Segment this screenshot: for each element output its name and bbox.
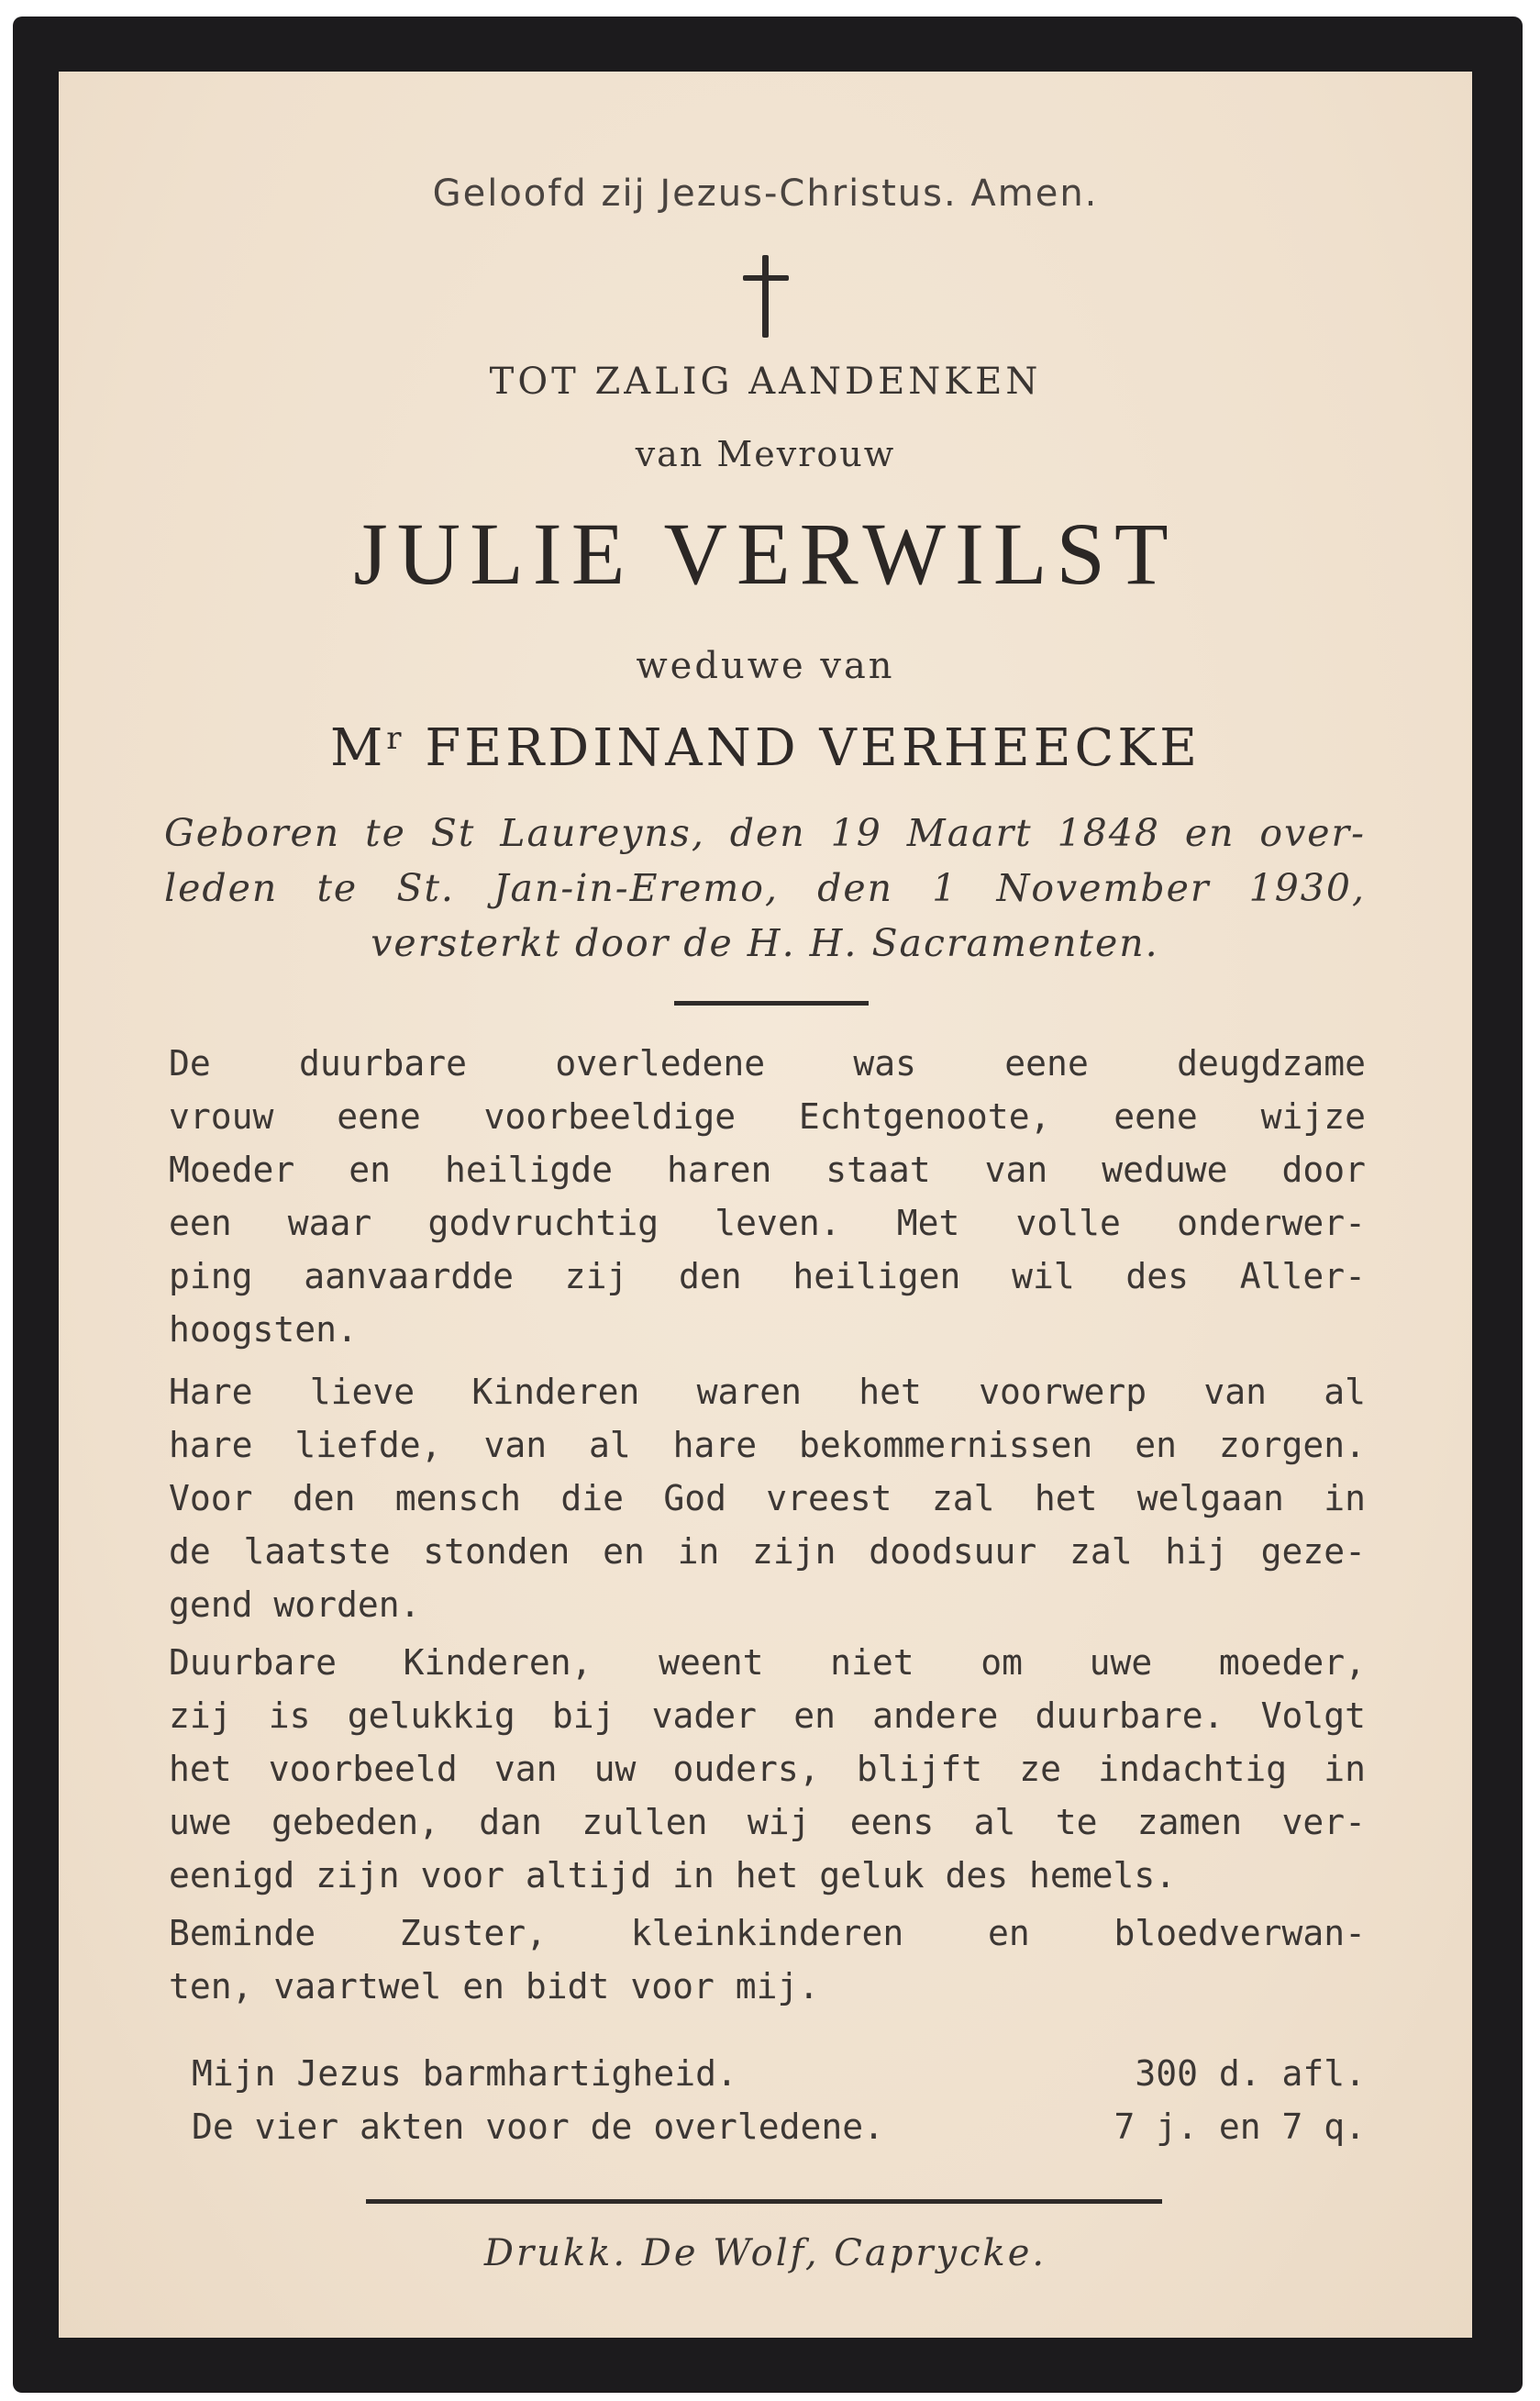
van-line: van Mevrouw xyxy=(635,434,896,474)
text-line: het voorbeeld van uw ouders, blijft ze indachtig in xyxy=(169,1749,1366,1789)
paragraph-children xyxy=(169,1365,1366,1631)
paragraph-farewell-children xyxy=(169,1636,1366,1902)
text-line: een waar godvruchtig leven. Met volle onderwer- xyxy=(169,1203,1366,1243)
divider xyxy=(674,1001,869,1006)
husband-name-text: FERDINAND VERHEECKE xyxy=(404,718,1202,778)
text-line: uwe gebeden, dan zullen wij eens al te zamen ver- xyxy=(169,1802,1366,1842)
indulgence-prayer: Mijn Jezus barmhartigheid. xyxy=(192,2053,737,2094)
divider xyxy=(366,2199,1162,2204)
bio-line: leden te St. Jan-in-Eremo, den 1 November 1930, xyxy=(164,866,1366,910)
text-line: eenigd zijn voor altijd in het geluk des hemels. xyxy=(169,1855,1177,1895)
printer-credit: Drukk. De Wolf, Caprycke. xyxy=(483,2232,1047,2274)
memory-heading: TOT ZALIG AANDENKEN xyxy=(489,361,1042,403)
husband-prefix-sup: r xyxy=(386,720,405,757)
text-line: Voor den mensch die God vreest zal het welgaan in xyxy=(169,1478,1366,1518)
husband-name xyxy=(59,718,1472,778)
header-line: Geloofd zij Jezus-Christus. Amen. xyxy=(432,172,1099,215)
husband-prefix: M xyxy=(329,718,387,778)
memorial-card xyxy=(59,72,1472,2338)
paragraph-family xyxy=(169,1906,1366,2013)
bio-line: versterkt door de H. H. Sacramenten. xyxy=(371,921,1159,965)
text-line: ping aanvaardde zij den heiligen wil des Aller- xyxy=(169,1256,1366,1296)
cross-icon xyxy=(743,255,789,338)
text-line: Duurbare Kinderen, weent niet om uwe moeder, xyxy=(169,1642,1366,1683)
text-line: vrouw eene voorbeeldige Echtgenoote, eene wijze xyxy=(169,1096,1366,1137)
text-line: hoogsten. xyxy=(169,1309,358,1350)
indulgence-value: 300 d. afl. xyxy=(1135,2053,1366,2094)
text-line: Hare lieve Kinderen waren het voorwerp van al xyxy=(169,1372,1366,1412)
text-line: zij is gelukkig bij vader en andere duurbare. Volgt xyxy=(169,1695,1366,1736)
indulgence-value: 7 j. en 7 q. xyxy=(1113,2106,1366,2147)
text-line: gend worden. xyxy=(169,1584,421,1625)
deceased-name: JULIE VERWILST xyxy=(353,505,1178,603)
text-line: Beminde Zuster, kleinkinderen en bloedverwan- xyxy=(169,1913,1366,1953)
paragraph-virtues xyxy=(169,1037,1366,1356)
text-line: hare liefde, van al hare bekommernissen en zorgen. xyxy=(169,1425,1366,1465)
widow-line: weduwe van xyxy=(636,645,895,687)
indulgence-prayer: De vier akten voor de overledene. xyxy=(192,2106,884,2147)
bio-line: Geboren te St Laureyns, den 19 Maart 1848 en over- xyxy=(164,811,1366,855)
text-line: de laatste stonden en in zijn doodsuur zal hij geze- xyxy=(169,1531,1366,1572)
text-line: De duurbare overledene was eene deugdzame xyxy=(169,1043,1366,1084)
text-line: Moeder en heiligde haren staat van weduwe door xyxy=(169,1150,1366,1190)
text-line: ten, vaartwel en bidt voor mij. xyxy=(169,1966,820,2006)
